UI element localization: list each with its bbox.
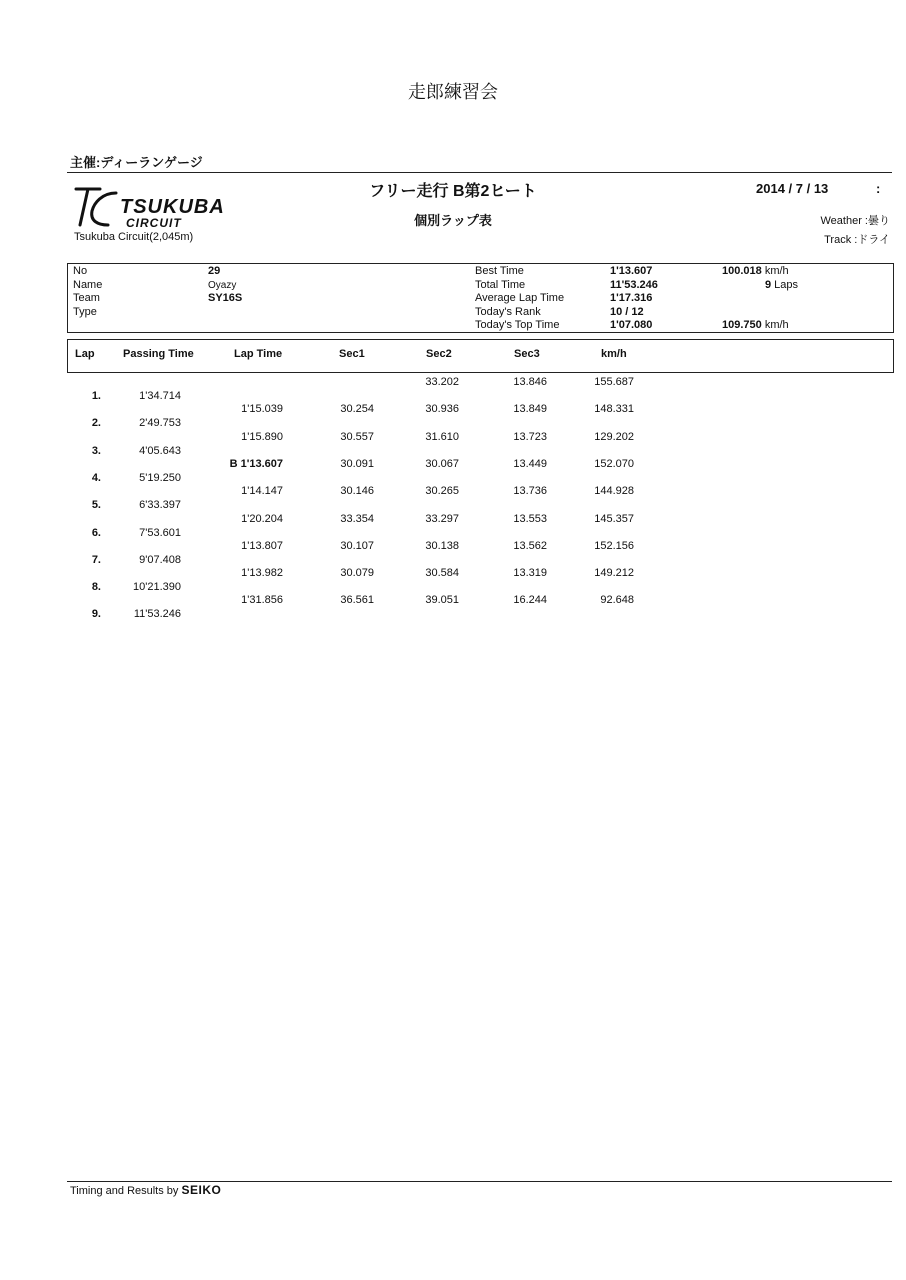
lap-number: 4. bbox=[91, 471, 101, 484]
info-labels-right bbox=[475, 265, 564, 333]
lap-time: 1'15.039 bbox=[241, 403, 283, 416]
info-extras bbox=[722, 265, 798, 333]
team-label: Team bbox=[73, 292, 100, 305]
info-values-right bbox=[610, 265, 658, 333]
car-number: 29 bbox=[208, 265, 221, 277]
sec2-value: 33.297 bbox=[425, 512, 459, 525]
lap-time: 1'15.890 bbox=[241, 430, 283, 443]
lap-number: 2. bbox=[91, 417, 101, 430]
top-speed-unit: km/h bbox=[764, 319, 789, 332]
passing-time: 1'34.714 bbox=[139, 390, 181, 402]
col-sec3: Sec3 bbox=[514, 348, 540, 360]
best-time-value: 1'13.607 bbox=[610, 265, 653, 277]
sec3-value: 13.849 bbox=[513, 403, 547, 416]
logo-text-sub: CIRCUIT bbox=[126, 216, 182, 230]
sec3-value: 13.736 bbox=[513, 485, 547, 498]
info-labels-left bbox=[73, 265, 102, 319]
total-laps-unit: Laps bbox=[774, 278, 798, 291]
speed-kmh: 144.928 bbox=[594, 485, 634, 498]
lap-time: 1'13.807 bbox=[241, 539, 283, 552]
sec2-value: 33.202 bbox=[425, 376, 459, 388]
sec2-value: 30.067 bbox=[425, 457, 459, 470]
top-speed: 109.750 bbox=[722, 319, 762, 332]
report-subtitle: 個別ラップ表 bbox=[414, 213, 492, 228]
sec3-value: 13.449 bbox=[513, 457, 547, 470]
col-lap-time: Lap Time bbox=[234, 348, 283, 360]
sec3-value: 13.562 bbox=[513, 539, 547, 552]
lap-number: 9. bbox=[91, 608, 101, 621]
session-time-colon: : bbox=[876, 181, 881, 196]
speed-kmh: 152.156 bbox=[594, 539, 634, 552]
footer-divider bbox=[67, 1181, 892, 1182]
sec1-value: 30.254 bbox=[340, 403, 374, 416]
sec2-value: 30.138 bbox=[425, 539, 459, 552]
passing-time: 9'07.408 bbox=[139, 553, 181, 566]
lap-number: 1. bbox=[91, 390, 101, 402]
lap-time: 1'13.982 bbox=[241, 567, 283, 580]
footer-text: Timing and Results by bbox=[70, 1185, 179, 1197]
passing-time: 7'53.601 bbox=[139, 526, 181, 539]
lap-number: 8. bbox=[91, 581, 101, 594]
top-time-label: Today's Top Time bbox=[475, 319, 560, 332]
top-time-value: 1'07.080 bbox=[610, 319, 653, 332]
sec1-value: 30.557 bbox=[340, 430, 374, 443]
sec1-value: 30.146 bbox=[340, 485, 374, 498]
sec3-value: 13.723 bbox=[513, 430, 547, 443]
col-sec2: Sec2 bbox=[426, 348, 452, 360]
speed-kmh: 155.687 bbox=[594, 376, 634, 388]
sec1-value: 30.107 bbox=[340, 539, 374, 552]
lap-number: 6. bbox=[91, 526, 101, 539]
sec2-value: 39.051 bbox=[425, 594, 459, 607]
speed-kmh: 148.331 bbox=[594, 403, 634, 416]
sec2-value: 31.610 bbox=[425, 430, 459, 443]
logo-text-main: TSUKUBA bbox=[120, 196, 225, 218]
speed-kmh: 152.070 bbox=[594, 457, 634, 470]
lap-time: 1'20.204 bbox=[241, 512, 283, 525]
lap-time: B 1'13.607 bbox=[229, 457, 283, 470]
session-title: フリー走行 B第2ヒート bbox=[369, 183, 537, 200]
sec2-value: 30.584 bbox=[425, 567, 459, 580]
passing-time: 6'33.397 bbox=[139, 499, 181, 512]
sec1-value: 36.561 bbox=[340, 594, 374, 607]
seiko-brand: SEIKO bbox=[181, 1183, 222, 1197]
speed-kmh: 129.202 bbox=[594, 430, 634, 443]
sec1-value: 30.079 bbox=[340, 567, 374, 580]
circuit-name: Tsukuba Circuit(2,045m) bbox=[74, 231, 194, 243]
best-speed: 100.018 bbox=[722, 265, 762, 277]
col-sec1: Sec1 bbox=[339, 348, 365, 360]
lap-number: 5. bbox=[91, 499, 101, 512]
sec2-value: 30.936 bbox=[425, 403, 459, 416]
sec2-value: 30.265 bbox=[425, 485, 459, 498]
footer bbox=[70, 1183, 221, 1197]
team-name: SY16S bbox=[208, 292, 243, 305]
lap-time: 1'31.856 bbox=[241, 594, 283, 607]
col-passing-time: Passing Time bbox=[123, 348, 194, 360]
best-speed-unit: km/h bbox=[764, 265, 789, 277]
sec1-value: 30.091 bbox=[340, 457, 374, 470]
event-title: 走郎練習会 bbox=[408, 82, 498, 102]
organizer: 主催:ディーランゲージ bbox=[70, 155, 203, 170]
info-values-left bbox=[208, 265, 242, 306]
passing-time: 10'21.390 bbox=[133, 581, 181, 594]
lap-time: 1'14.147 bbox=[241, 485, 283, 498]
sec3-value: 13.319 bbox=[513, 567, 547, 580]
type-label: Type bbox=[73, 305, 97, 318]
sec3-value: 13.553 bbox=[513, 512, 547, 525]
avg-lap-value: 1'17.316 bbox=[610, 292, 653, 305]
rank-value: 10 / 12 bbox=[610, 305, 644, 318]
speed-kmh: 92.648 bbox=[600, 594, 634, 607]
lap-number: 3. bbox=[91, 444, 101, 457]
col-kmh: km/h bbox=[601, 348, 627, 360]
total-time-label: Total Time bbox=[475, 278, 526, 291]
speed-kmh: 149.212 bbox=[594, 567, 634, 580]
col-lap: Lap bbox=[75, 348, 95, 360]
weather: Weather :曇り bbox=[820, 215, 890, 227]
sec3-value: 16.244 bbox=[513, 594, 547, 607]
session-date: 2014 / 7 / 13 bbox=[756, 181, 829, 196]
track-condition: Track :ドライ bbox=[824, 234, 890, 246]
no-label: No bbox=[73, 265, 88, 277]
sec3-value: 13.846 bbox=[513, 376, 547, 388]
avg-lap-label: Average Lap Time bbox=[475, 292, 565, 305]
total-time-value: 11'53.246 bbox=[610, 278, 658, 291]
passing-time: 2'49.753 bbox=[139, 417, 181, 430]
sec1-value: 33.354 bbox=[340, 512, 374, 525]
total-laps: 9 bbox=[764, 278, 772, 291]
passing-time: 5'19.250 bbox=[139, 471, 181, 484]
rank-label: Today's Rank bbox=[475, 305, 541, 318]
speed-kmh: 145.357 bbox=[594, 512, 634, 525]
driver-name: Oyazy bbox=[208, 279, 237, 291]
passing-time: 4'05.643 bbox=[139, 444, 181, 457]
best-time-label: Best Time bbox=[475, 265, 524, 277]
lap-number: 7. bbox=[91, 553, 101, 566]
header-divider bbox=[67, 172, 892, 173]
passing-time: 11'53.246 bbox=[133, 608, 181, 621]
name-label: Name bbox=[73, 278, 103, 291]
